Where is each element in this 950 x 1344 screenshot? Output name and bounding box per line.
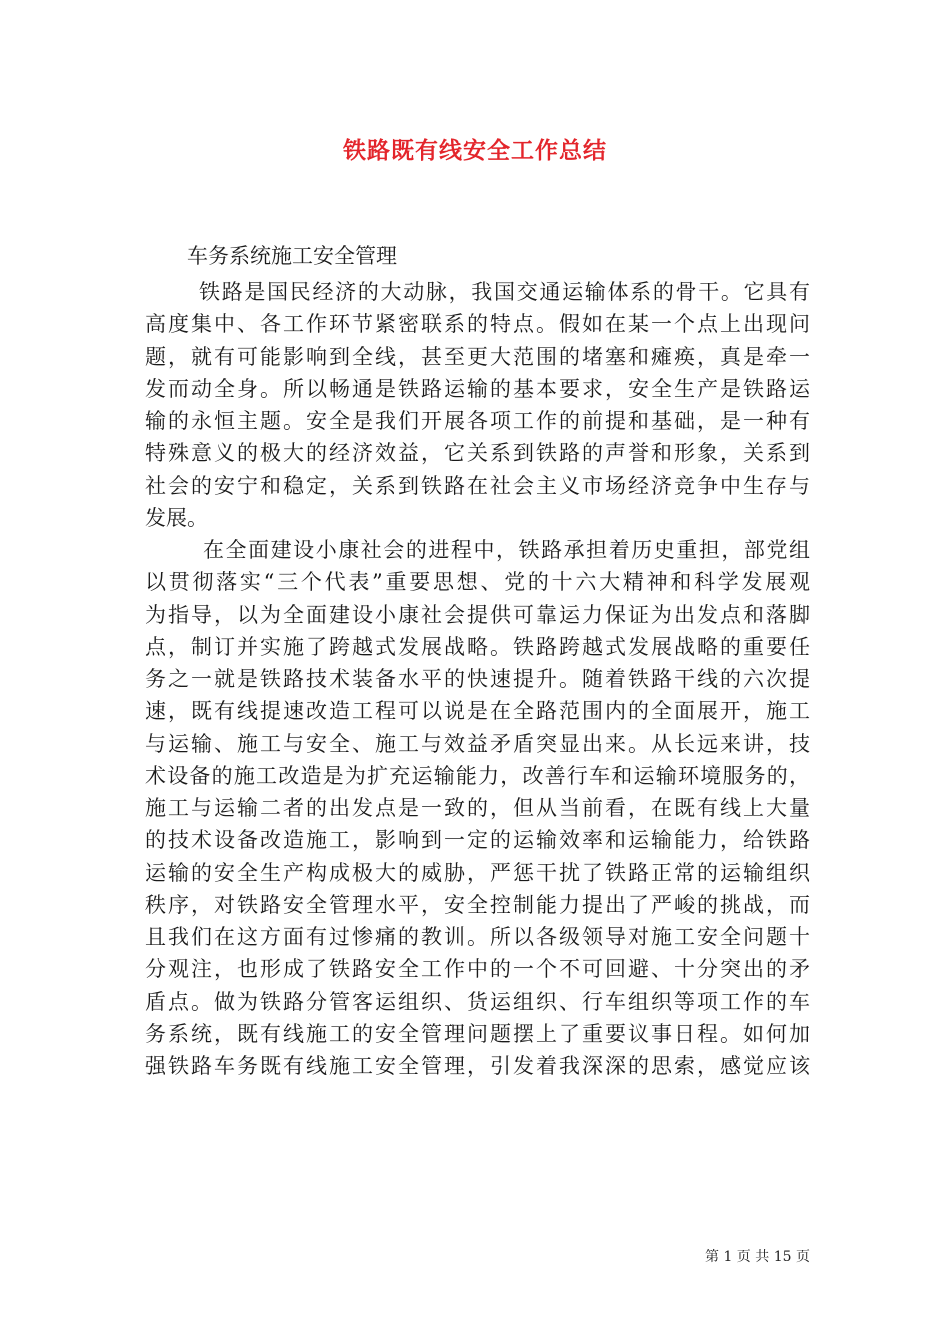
- section-heading: 车务系统施工安全管理: [187, 244, 397, 268]
- body-line: 特殊意义的极大的经济效益，它关系到铁路的声誉和形象，关系到: [145, 441, 810, 466]
- body-line: 发而动全身。所以畅通是铁路运输的基本要求，安全生产是铁路运: [145, 376, 810, 401]
- body-line: 秩序，对铁路安全管理水平，安全控制能力提出了严峻的挑战，而: [145, 892, 810, 917]
- body-line: 务系统，既有线施工的安全管理问题摆上了重要议事日程。如何加: [145, 1021, 810, 1046]
- body-line: 发展。: [145, 505, 208, 530]
- body-line: 运输的安全生产构成极大的威胁，严惩干扰了铁路正常的运输组织: [145, 860, 810, 885]
- body-line: 的技术设备改造施工，影响到一定的运输效率和运输能力，给铁路: [145, 828, 810, 853]
- body-line: 题，就有可能影响到全线，甚至更大范围的堵塞和瘫痪，真是牵一: [145, 344, 810, 369]
- body-line: 强铁路车务既有线施工安全管理，引发着我深深的思索，感觉应该: [145, 1054, 810, 1078]
- body-line: 且我们在这方面有过惨痛的教训。所以各级领导对施工安全问题十: [145, 925, 810, 949]
- body-line: 为指导，以为全面建设小康社会提供可靠运力保证为出发点和落脚: [145, 602, 810, 627]
- body-line: 铁路是国民经济的大动脉，我国交通运输体系的骨干。它具有: [199, 280, 810, 304]
- body-line: 施工与运输二者的出发点是一致的，但从当前看，在既有线上大量: [145, 796, 810, 820]
- body-line: 盾点。做为铁路分管客运组织、货运组织、行车组织等项工作的车: [145, 989, 810, 1014]
- body-line: 高度集中、各工作环节紧密联系的特点。假如在某一个点上出现问: [145, 312, 810, 337]
- document-body: [145, 276, 810, 1082]
- body-line: 输的永恒主题。安全是我们开展各项工作的前提和基础，是一种有: [145, 409, 810, 433]
- body-line: 术设备的施工改造是为扩充运输能力，改善行车和运输环境服务的，: [145, 763, 810, 788]
- body-line: 速，既有线提速改造工程可以说是在全路范围内的全面展开，施工: [145, 699, 810, 724]
- body-line: 点，制订并实施了跨越式发展战略。铁路跨越式发展战略的重要任: [145, 634, 810, 659]
- body-line: 分观注，也形成了铁路安全工作中的一个不可回避、十分突出的矛: [145, 957, 810, 982]
- body-line: 在全面建设小康社会的进程中，铁路承担着历史重担，部党组: [203, 538, 810, 562]
- body-line: 与运输、施工与安全、施工与效益矛盾突显出来。从长远来讲，技: [145, 731, 810, 756]
- page-number: 第 1 页 共 15 页: [705, 1249, 810, 1265]
- body-line: 以贯彻落实“三个代表”重要思想、党的十六大精神和科学发展观: [145, 570, 810, 595]
- body-line: 务之一就是铁路技术装备水平的快速提升。随着铁路干线的六次提: [145, 667, 810, 691]
- document-title: 铁路既有线安全工作总结: [343, 137, 607, 164]
- body-line: 社会的安宁和稳定，关系到铁路在社会主义市场经济竞争中生存与: [145, 473, 810, 498]
